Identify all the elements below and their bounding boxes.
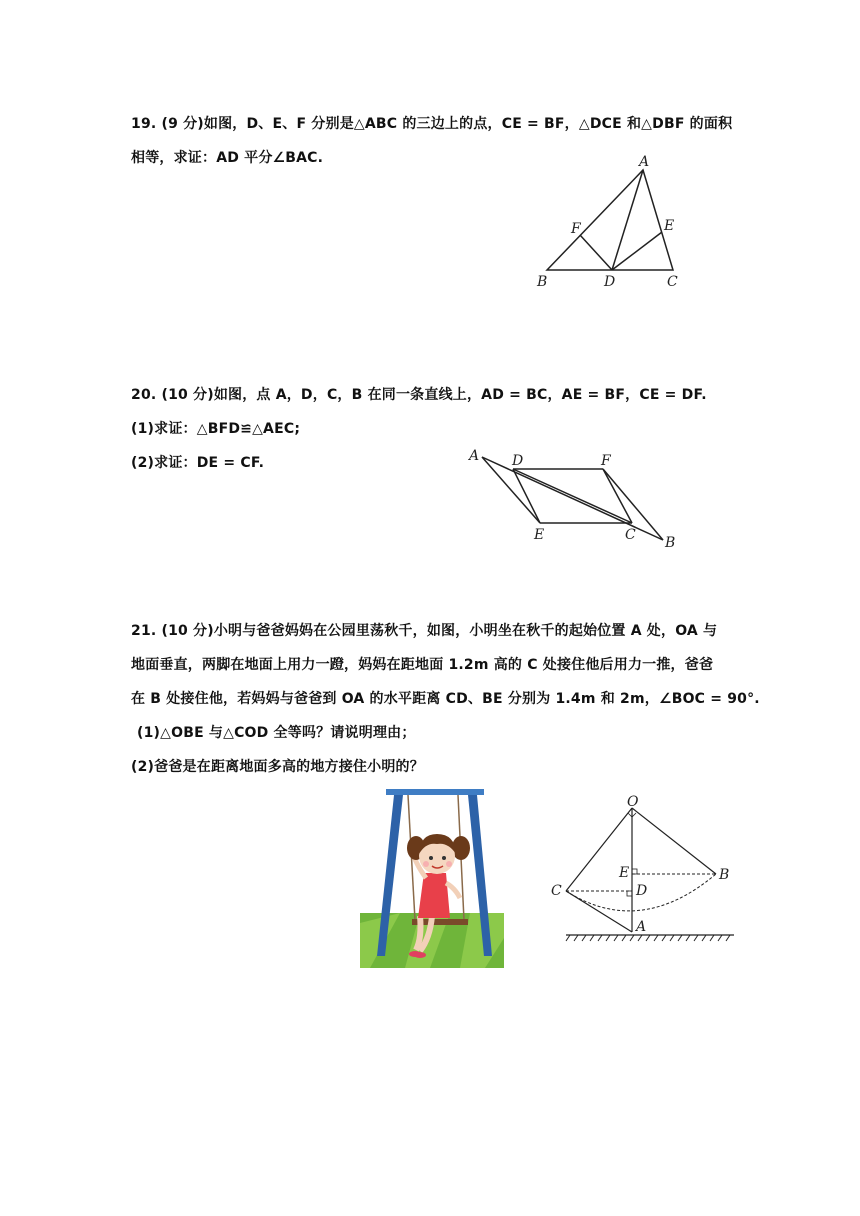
q19-label-f: F [571, 221, 581, 237]
q21-label-d: D [636, 883, 648, 899]
q20-label-a: A [469, 448, 480, 464]
q21-text-line5: (2)爸爸是在距离地面多高的地方接住小明的？ [131, 759, 424, 775]
q21-label-c: C [551, 883, 562, 899]
q20-parallelogram-diagram [465, 445, 685, 555]
q20-text-line1: 20. (10 分)如图，点 A，D，C，B 在同一条直线上，AD = BC，AE = BF，CE = DF. [131, 387, 707, 403]
q19-label-b: B [537, 274, 548, 290]
q21-text-line1: 21. (10 分)小明与爸爸妈妈在公园里荡秋千，如图，小明坐在秋千的起始位置 A 处，OA 与 [131, 623, 718, 639]
q20-text-line2: (1)求证：△BFD≌△AEC; [131, 421, 301, 437]
q19-label-a: A [639, 154, 650, 170]
q21-label-b: B [719, 867, 730, 883]
q19-label-e: E [664, 218, 675, 234]
q20-text-line3: (2)求证：DE = CF. [131, 455, 265, 471]
swing-illustration [360, 788, 504, 968]
q20-label-e: E [534, 527, 545, 543]
q21-text-line4: (1)△OBE 与△COD 全等吗？请说明理由； [137, 725, 416, 741]
q21-label-e: E [619, 865, 630, 881]
q19-label-c: C [667, 274, 678, 290]
q21-text-line2: 地面垂直，两脚在地面上用力一蹬，妈妈在距地面 1.2m 高的 C 处接住他后用力一推，爸爸 [131, 657, 714, 673]
q19-triangle-diagram [530, 150, 700, 295]
q19-text-line2: 相等，求证：AD 平分∠BAC. [131, 150, 324, 166]
q21-label-o: O [627, 794, 639, 810]
q20-label-f: F [601, 453, 611, 469]
q20-label-c: C [625, 527, 636, 543]
q20-label-b: B [665, 535, 676, 551]
q21-label-a: A [636, 919, 647, 935]
q21-text-line3: 在 B 处接住他，若妈妈与爸爸到 OA 的水平距离 CD、BE 分别为 1.4m 和 2m，∠BOC = 90°. [131, 691, 760, 707]
q20-label-d: D [512, 453, 524, 469]
q19-text-line1: 19. (9 分)如图，D、E、F 分别是△ABC 的三边上的点，CE = BF，△DCE 和△DBF 的面积 [131, 116, 733, 132]
q21-swing-diagram [545, 790, 740, 945]
q19-label-d: D [604, 274, 616, 290]
